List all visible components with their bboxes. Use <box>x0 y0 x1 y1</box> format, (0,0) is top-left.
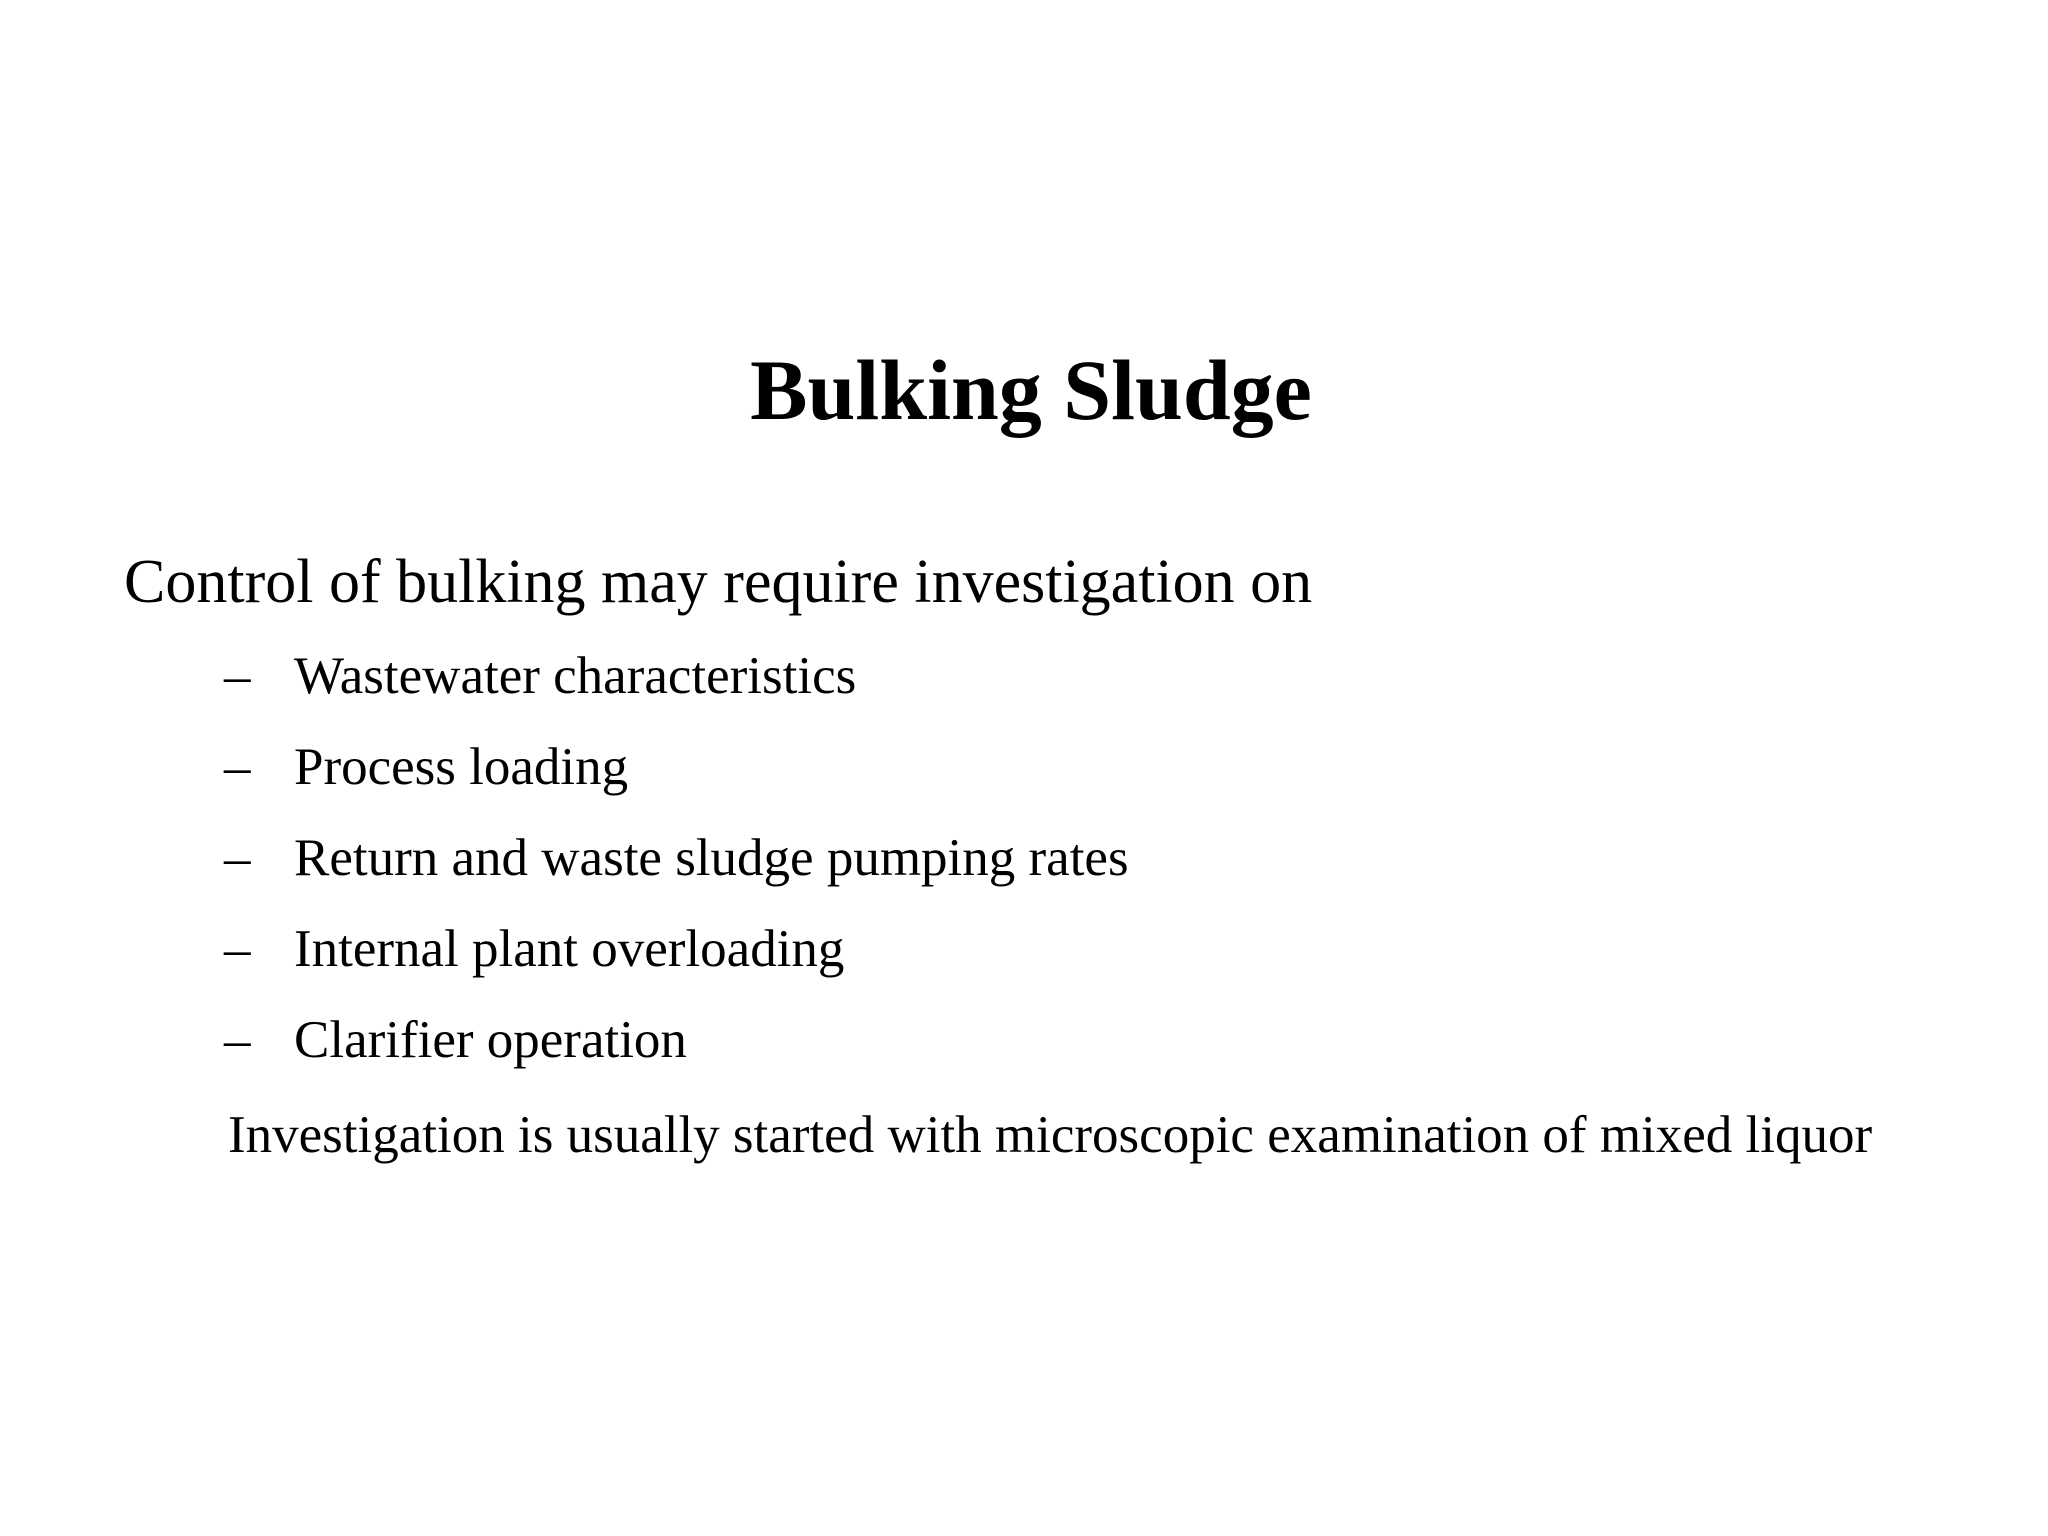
dash-bullet-icon: – <box>224 738 251 796</box>
closing-paragraph: Investigation is usually started with microscopic examination of mixed liquor <box>228 1106 1873 1164</box>
slide-title-text: Bulking Sludge <box>750 342 1312 438</box>
list-item-text: Return and waste sludge pumping rates <box>294 829 1129 887</box>
dash-bullet-icon: – <box>224 647 251 705</box>
list-item-text: Clarifier operation <box>294 1011 687 1069</box>
list-item-text: Process loading <box>294 738 629 796</box>
lead-bullet: Control of bulking may require investigation on <box>124 548 1313 616</box>
dash-bullet-icon: – <box>224 920 251 978</box>
list-item-text: Internal plant overloading <box>294 920 845 978</box>
dash-bullet-icon: – <box>224 1011 251 1069</box>
list-item-text: Wastewater characteristics <box>294 647 857 705</box>
slide-title <box>0 340 2048 440</box>
dash-bullet-icon: – <box>224 829 251 887</box>
